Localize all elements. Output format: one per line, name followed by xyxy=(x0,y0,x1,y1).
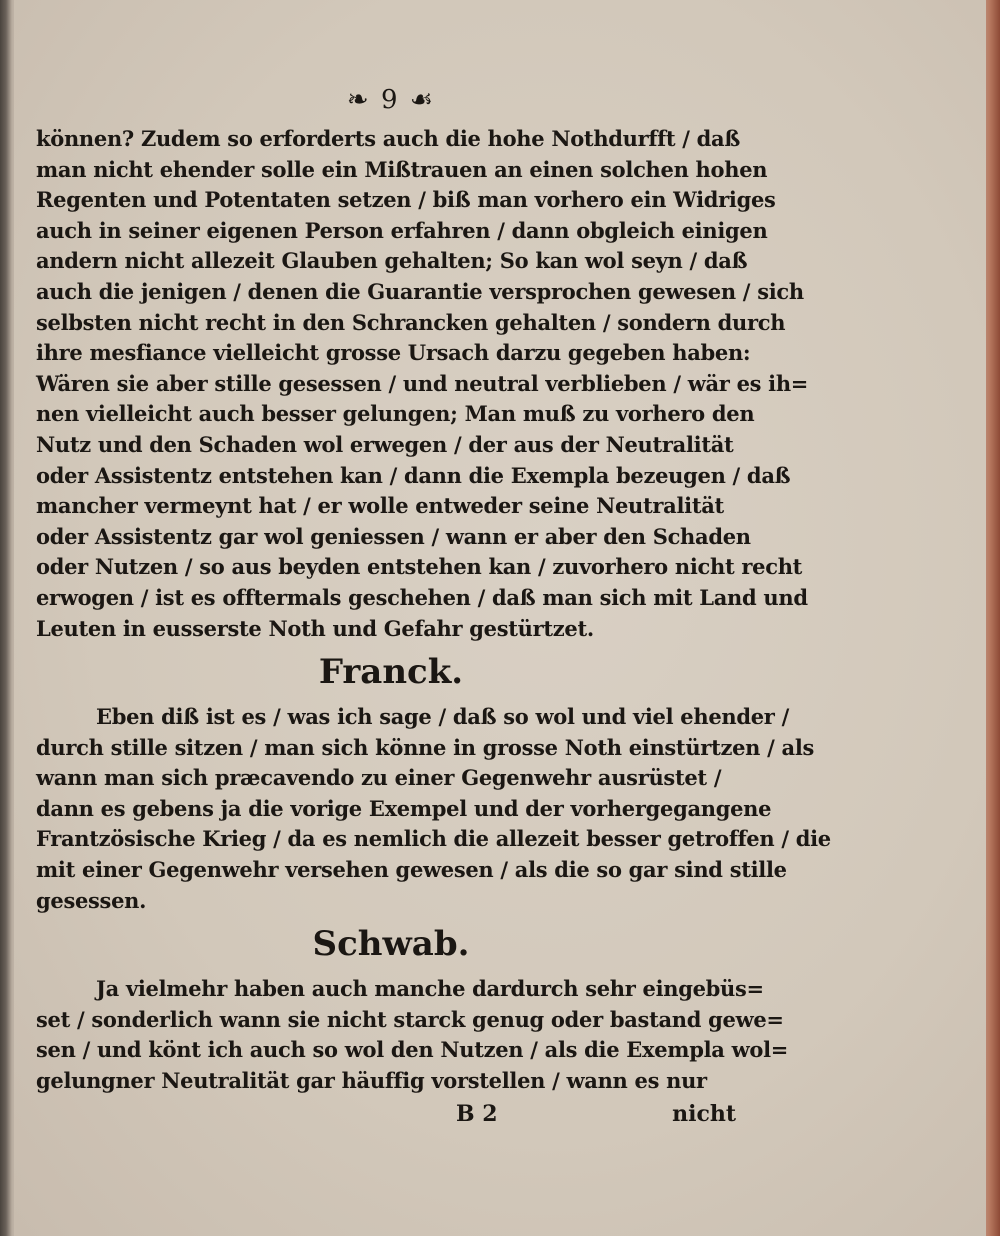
text-line: oder Assistentz entstehen kan / dann die Exempla bezeugen / daß xyxy=(36,462,791,488)
text-line: wann man sich præcavendo zu einer Gegenwehr ausrüstet / xyxy=(36,765,722,791)
text-block xyxy=(36,80,831,1131)
text-line: Eben diß ist es / was ich sage / daß so wol und viel ehender / xyxy=(96,704,789,730)
text-line: selbsten nicht recht in den Schrancken gehalten / sondern durch xyxy=(36,309,786,335)
signature-mark: B 2 xyxy=(456,1100,498,1127)
text-line: Wären sie aber stille gesessen / und neutral verblieben / wär es ih= xyxy=(36,370,809,396)
text-line: erwogen / ist es offtermals geschehen / daß man sich mit Land und xyxy=(36,584,808,610)
text-line: Ja vielmehr haben auch manche dardurch sehr eingebüs= xyxy=(96,976,764,1002)
text-line: nen vielleicht auch besser gelungen; Man muß zu vorhero den xyxy=(36,401,755,427)
text-line: dann es gebens ja die vorige Exempel und der vorhergegangene xyxy=(36,795,772,821)
text-line: mit einer Gegenwehr versehen gewesen / als die so gar sind stille xyxy=(36,857,787,883)
text-line: auch in seiner eigenen Person erfahren / dann obgleich einigen xyxy=(36,217,768,243)
text-line: set / sonderlich wann sie nicht starck genug oder bastand gewe= xyxy=(36,1006,784,1032)
text-line: auch die jenigen / denen die Guarantie versprochen gewesen / sich xyxy=(36,278,804,304)
text-line: man nicht ehender solle ein Mißtrauen an einen solchen hohen xyxy=(36,156,768,182)
text-line: andern nicht allezeit Glauben gehalten; So kan wol seyn / daß xyxy=(36,248,748,274)
paper-sheet xyxy=(14,0,986,1236)
text-line: gelungner Neutralität gar häuffig vorstellen / wann es nur xyxy=(36,1068,707,1094)
page-number: 9 xyxy=(380,85,400,115)
text-line: ihre mesfiance vielleicht grosse Ursach darzu gegeben haben: xyxy=(36,340,751,366)
paragraph-3 xyxy=(36,974,789,1096)
text-line: gesessen. xyxy=(36,887,147,913)
text-line: Frantzösische Krieg / da es nemlich die allezeit besser getroffen / die xyxy=(36,826,831,852)
page-footer xyxy=(36,1097,736,1131)
text-line: Nutz und den Schaden wol erwegen / der aus der Neutralität xyxy=(36,431,734,457)
right-ornament: ☙ xyxy=(409,85,436,115)
text-line: mancher vermeynt hat / er wolle entweder seine Neutralität xyxy=(36,493,724,519)
text-line: oder Assistentz gar wol geniessen / wann er aber den Schaden xyxy=(36,523,751,549)
paragraph-1 xyxy=(36,124,809,644)
text-line: sen / und könt ich auch so wol den Nutzen / als die Exempla wol= xyxy=(36,1037,789,1063)
paragraph-2 xyxy=(36,702,831,916)
text-line: Regenten und Potentaten setzen / biß man vorhero ein Widriges xyxy=(36,187,776,213)
left-ornament: ❧ xyxy=(346,85,371,115)
speaker-heading-schwab: Schwab. xyxy=(312,924,470,965)
speaker-heading-franck: Franck. xyxy=(318,652,464,693)
text-line: Leuten in eusserste Noth und Gefahr gestürtzet. xyxy=(36,615,594,641)
catchword: nicht xyxy=(672,1100,736,1127)
text-line: oder Nutzen / so aus beyden entstehen kan / zuvorhero nicht recht xyxy=(36,554,803,580)
text-line: können? Zudem so erforderts auch die hohe Nothdurfft / daß xyxy=(36,126,741,151)
text-line: durch stille sitzen / man sich könne in grosse Noth einstürtzen / als xyxy=(36,734,815,760)
page-header xyxy=(46,80,736,124)
